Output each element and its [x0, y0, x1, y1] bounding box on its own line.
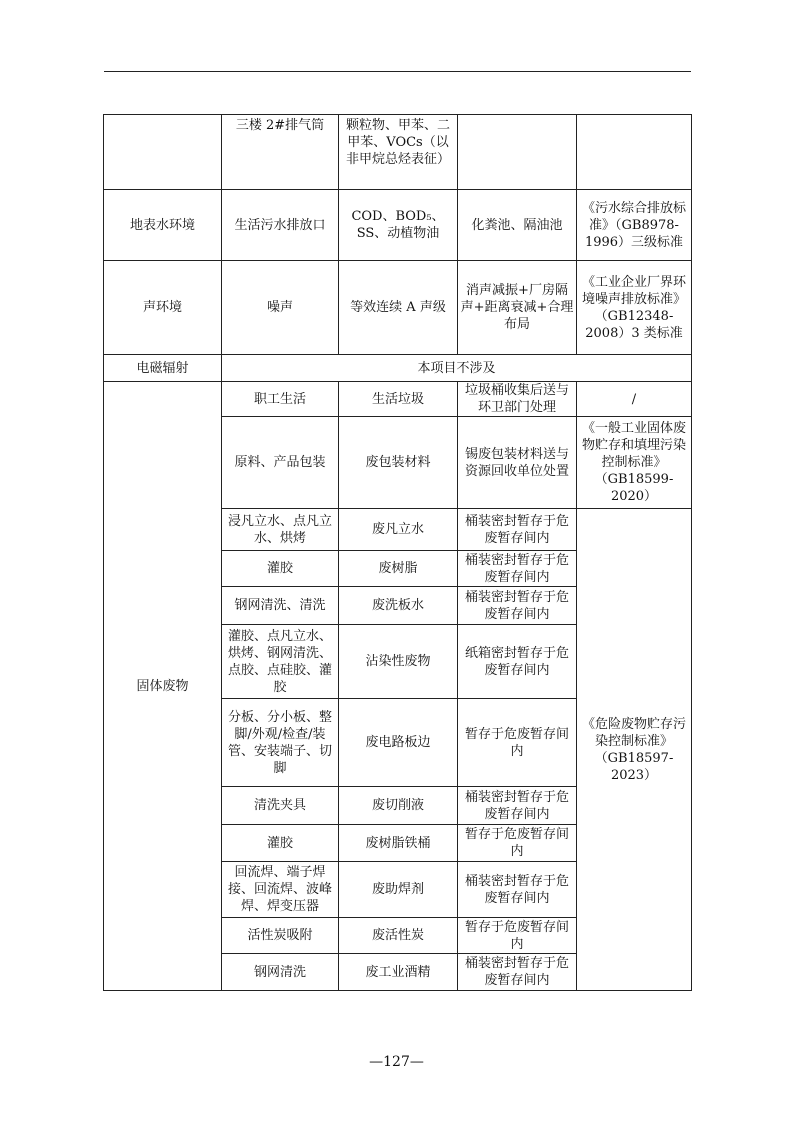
source-cell: 灌胶: [222, 551, 339, 587]
table-row: [104, 115, 692, 190]
source-cell: 钢网清洗: [222, 954, 339, 991]
source-cell: 灌胶、点凡立水、烘烤、钢网清洗、点胶、点硅胶、灌胶: [222, 625, 339, 699]
measure-cell: 桶装密封暂存于危废暂存间内: [458, 954, 577, 991]
pollutant-cell: 等效连续 A 声级: [339, 261, 458, 355]
waste-cell: 废电路板边: [339, 699, 458, 787]
category-cell: 固体废物: [104, 382, 222, 991]
standard-cell: 《污水综合排放标准》（GB8978-1996）三级标准: [577, 190, 692, 261]
source-cell: 分板、分小板、整脚/外观/检查/装管、安装端子、切脚: [222, 699, 339, 787]
waste-cell: 废树脂: [339, 551, 458, 587]
category-cell: [104, 115, 222, 190]
table-row: [104, 382, 692, 417]
source-cell: 活性炭吸附: [222, 918, 339, 954]
measure-cell: 暂存于危废暂存间内: [458, 699, 577, 787]
standard-cell: 《工业企业厂界环境噪声排放标准》（GB12348-2008）3 类标准: [577, 261, 692, 355]
standard-cell: [577, 115, 692, 190]
table-row: [104, 190, 692, 261]
page-number: —127—: [369, 1054, 424, 1070]
category-cell: 电磁辐射: [104, 355, 222, 382]
standard-cell: 《一般工业固体废物贮存和填埋污染控制标准》（GB18599-2020）: [577, 417, 692, 509]
pollutant-cell: COD、BOD₅、SS、动植物油: [339, 190, 458, 261]
measure-cell: 暂存于危废暂存间内: [458, 825, 577, 862]
category-cell: 地表水环境: [104, 190, 222, 261]
waste-cell: 生活垃圾: [339, 382, 458, 417]
waste-cell: 废包装材料: [339, 417, 458, 509]
source-cell: 三楼 2#排气筒: [222, 115, 339, 190]
measure-cell: 桶装密封暂存于危废暂存间内: [458, 551, 577, 587]
waste-cell: 废切削液: [339, 787, 458, 825]
source-cell: 生活污水排放口: [222, 190, 339, 261]
waste-cell: 废树脂铁桶: [339, 825, 458, 862]
source-cell: 噪声: [222, 261, 339, 355]
source-cell: 职工生活: [222, 382, 339, 417]
waste-cell: 废助焊剂: [339, 862, 458, 918]
measure-cell: 消声减振+厂房隔声+距离衰减+合理布局: [458, 261, 577, 355]
source-cell: 灌胶: [222, 825, 339, 862]
waste-cell: 沾染性废物: [339, 625, 458, 699]
measure-cell: [458, 115, 577, 190]
table-row: [104, 355, 692, 382]
source-cell: 浸凡立水、点凡立水、烘烤: [222, 509, 339, 551]
table-row: [104, 261, 692, 355]
pollutant-cell: 颗粒物、甲苯、二甲苯、VOCs（以非甲烷总烃表征）: [339, 115, 458, 190]
category-cell: 声环境: [104, 261, 222, 355]
pollution-control-table: [103, 114, 692, 991]
measure-cell: 桶装密封暂存于危废暂存间内: [458, 787, 577, 825]
measure-cell: 垃圾桶收集后送与环卫部门处理: [458, 382, 577, 417]
measure-cell: 桶装密封暂存于危废暂存间内: [458, 587, 577, 625]
source-cell: 回流焊、端子焊接、回流焊、波峰焊、焊变压器: [222, 862, 339, 918]
measure-cell: 纸箱密封暂存于危废暂存间内: [458, 625, 577, 699]
standard-cell: /: [577, 382, 692, 417]
measure-cell: 暂存于危废暂存间内: [458, 918, 577, 954]
measure-cell: 锡废包装材料送与资源回收单位处置: [458, 417, 577, 509]
measure-cell: 化粪池、隔油池: [458, 190, 577, 261]
waste-cell: 废凡立水: [339, 509, 458, 551]
note-cell: 本项目不涉及: [222, 355, 692, 382]
measure-cell: 桶装密封暂存于危废暂存间内: [458, 862, 577, 918]
waste-cell: 废活性炭: [339, 918, 458, 954]
waste-cell: 废工业酒精: [339, 954, 458, 991]
measure-cell: 桶装密封暂存于危废暂存间内: [458, 509, 577, 551]
header-rule: [104, 71, 691, 72]
standard-cell: 《危险废物贮存污染控制标准》（GB18597-2023）: [577, 509, 692, 991]
source-cell: 清洗夹具: [222, 787, 339, 825]
waste-cell: 废洗板水: [339, 587, 458, 625]
source-cell: 钢网清洗、清洗: [222, 587, 339, 625]
source-cell: 原料、产品包装: [222, 417, 339, 509]
